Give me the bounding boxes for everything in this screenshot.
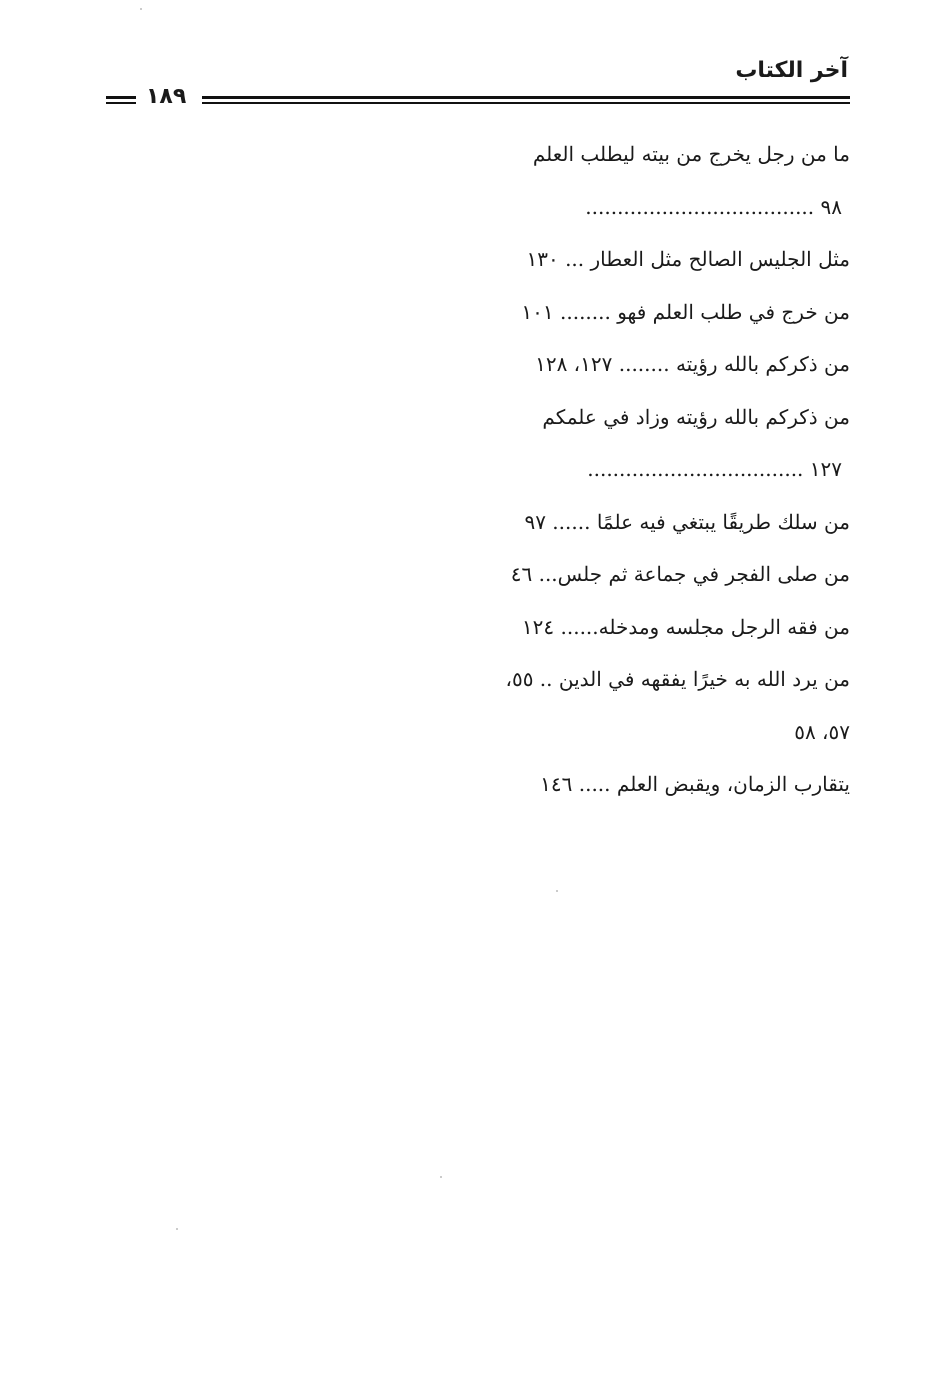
index-entry: يتقارب الزمان، ويقبض العلم ..... ١٤٦ xyxy=(540,772,850,796)
index-entry: من يرد الله به خيرًا يفقهه في الدين .. ٥٥، xyxy=(505,667,850,691)
header-rule-short xyxy=(106,96,136,104)
index-entry: من سلك طريقًا يبتغي فيه علمًا ...... ٩٧ xyxy=(524,509,850,534)
index-entry: من ذكركم بالله رؤيته وزاد في علمكم xyxy=(542,404,850,429)
index-entry: ما من رجل يخرج من بيته ليطلب العلم xyxy=(532,142,850,166)
index-entry: من ذكركم بالله رؤيته ........ ١٢٧، ١٢٨ xyxy=(535,352,850,376)
index-entry: مثل الجليس الصالح مثل العطار ... ١٣٠ xyxy=(526,247,850,271)
scan-speck xyxy=(440,1176,442,1178)
scan-speck xyxy=(176,1228,178,1230)
index-entry-continuation: ٥٧، ٥٨ xyxy=(794,719,850,744)
scan-speck xyxy=(140,8,142,10)
index-entry-continuation: ٩٨ .................................... xyxy=(585,194,842,219)
index-entry: من خرج في طلب العلم فهو ........ ١٠١ xyxy=(521,299,850,324)
index-entry-list xyxy=(505,128,850,811)
header-rule-long xyxy=(202,96,850,104)
page-number: ١٨٩ xyxy=(146,84,187,109)
running-header-title: آخر الكتاب xyxy=(735,58,848,83)
index-entry: من فقه الرجل مجلسه ومدخله...... ١٢٤ xyxy=(521,614,850,639)
scan-speck xyxy=(556,890,558,892)
index-entry: من صلى الفجر في جماعة ثم جلس... ٤٦ xyxy=(510,562,850,586)
index-entry-continuation: ١٢٧ .................................. xyxy=(587,457,842,481)
